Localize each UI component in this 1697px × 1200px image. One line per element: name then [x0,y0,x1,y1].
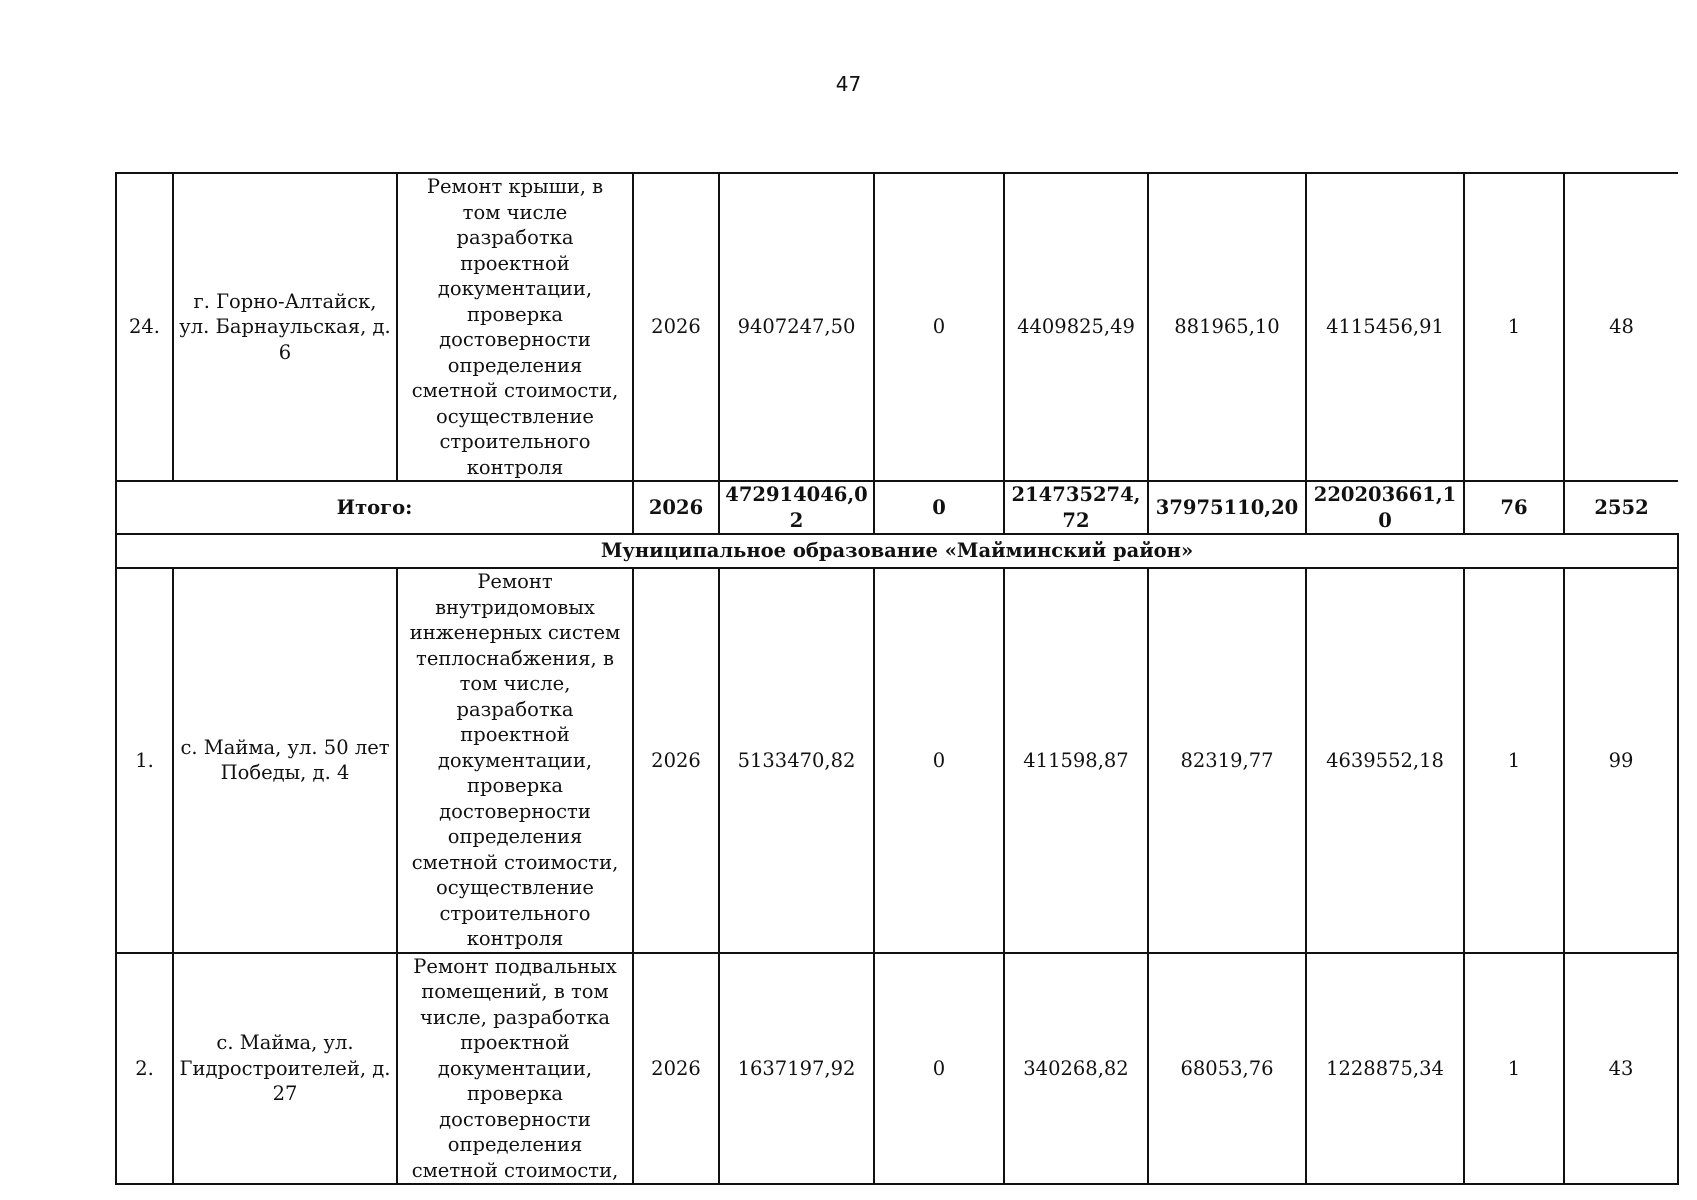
total-cost: 472914046,02 [719,481,874,534]
residents-cell: 99 [1564,568,1678,953]
total-value: 220203661,10 [1306,481,1464,534]
total-cost-cell: 9407247,50 [719,173,874,481]
work-type-cell: Ремонт крыши, в том числе разработка проектной документации, проверка достоверности определения сметной стоимости, осуществление строительного контроля [397,173,633,481]
value-cell: 82319,77 [1148,568,1306,953]
address-cell: с. Майма, ул. Гидростроителей, д. 27 [173,953,397,1185]
total-value: 0 [874,481,1004,534]
total-row [116,481,1678,534]
work-type-cell: Ремонт подвальных помещений, в том числе, разработка проектной документации, проверка достоверности определения сметной стоимости, [397,953,633,1185]
section-title: Муниципальное образование «Майминский район» [116,534,1678,568]
value-cell: 4115456,91 [1306,173,1464,481]
count-cell: 1 [1464,173,1564,481]
table-row [116,568,1678,953]
value-cell: 340268,82 [1004,953,1148,1185]
repair-program-table [115,172,1679,1185]
table-row [116,173,1678,481]
year-cell: 2026 [633,173,719,481]
row-number: 1. [116,568,173,953]
value-cell: 0 [874,568,1004,953]
total-label: Итого: [116,481,633,534]
count-cell: 1 [1464,953,1564,1185]
total-value: 214735274,72 [1004,481,1148,534]
total-year: 2026 [633,481,719,534]
total-cost-cell: 5133470,82 [719,568,874,953]
value-cell: 1228875,34 [1306,953,1464,1185]
address-cell: с. Майма, ул. 50 лет Победы, д. 4 [173,568,397,953]
table-row [116,953,1678,1185]
work-type-cell: Ремонт внутридомовых инженерных систем теплоснабжения, в том числе, разработка проектной документации, проверка достоверности определения сметной стоимости, осуществление строительного контроля [397,568,633,953]
address-cell: г. Горно-Алтайск, ул. Барнаульская, д. 6 [173,173,397,481]
year-cell: 2026 [633,568,719,953]
total-count: 76 [1464,481,1564,534]
residents-cell: 48 [1564,173,1678,481]
value-cell: 0 [874,953,1004,1185]
value-cell: 411598,87 [1004,568,1148,953]
value-cell: 881965,10 [1148,173,1306,481]
count-cell: 1 [1464,568,1564,953]
value-cell: 4409825,49 [1004,173,1148,481]
value-cell: 68053,76 [1148,953,1306,1185]
section-row [116,534,1678,568]
total-cost-cell: 1637197,92 [719,953,874,1185]
row-number: 24. [116,173,173,481]
page-number: 47 [835,72,862,96]
row-number: 2. [116,953,173,1185]
year-cell: 2026 [633,953,719,1185]
value-cell: 0 [874,173,1004,481]
total-residents: 2552 [1564,481,1678,534]
value-cell: 4639552,18 [1306,568,1464,953]
total-value: 37975110,20 [1148,481,1306,534]
residents-cell: 43 [1564,953,1678,1185]
